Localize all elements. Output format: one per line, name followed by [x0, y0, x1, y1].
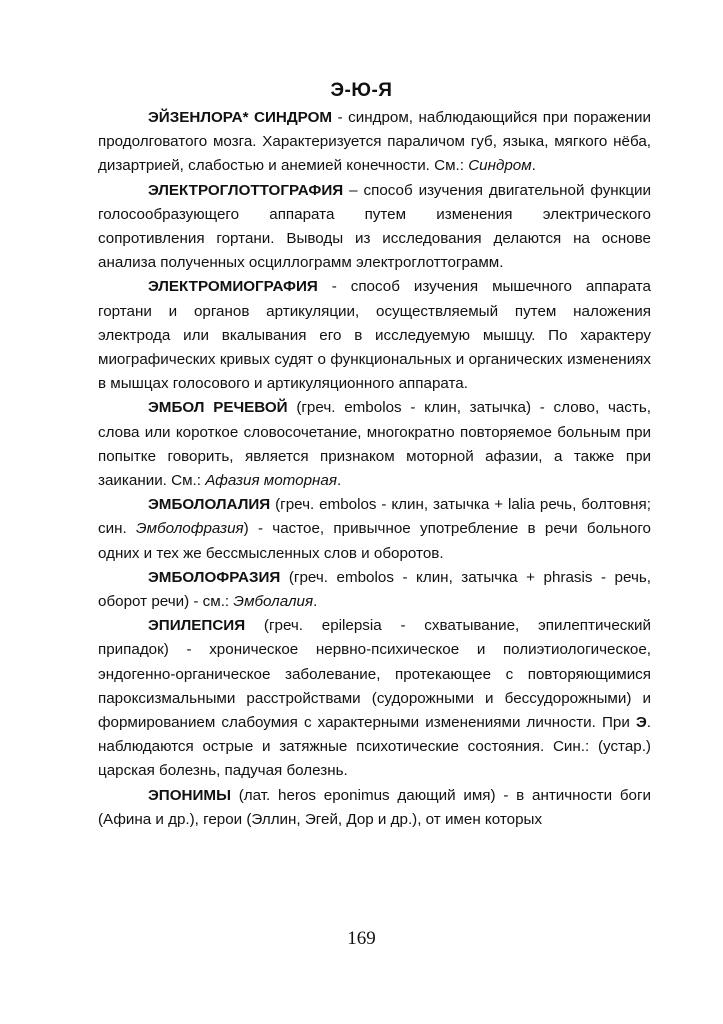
entry-cross-reference: Эмболофразия — [135, 520, 244, 538]
entry-text-end: . наблюдаются острые и затяжные психотические состояния. Син.: (устар.) царская болезнь, падучая болезнь. — [98, 714, 651, 780]
entry-cross-reference: Синдром — [468, 157, 532, 175]
entry-text-end: . — [313, 593, 318, 611]
entry-term: ЭЛЕКТРОМИОГРАФИЯ — [148, 278, 318, 296]
entry-text: (греч. embolos - клин, затычка + lalia речь, болтовня; син. — [98, 496, 651, 538]
dictionary-entries — [98, 106, 651, 832]
entry-term: ЭМБОЛОЛАЛИЯ — [148, 496, 271, 514]
entry-text: – способ изучения двигательной функции голосообразующего аппарата путем изменения электрического сопротивления гортани. Выводы из исследования делаются на основе анализа полученных осциллограмм электроглоттограмм. — [98, 181, 651, 272]
entry-text-end: . — [336, 472, 342, 490]
entry-embololalia — [98, 493, 651, 566]
entry-text: (греч. embolos - клин, затычка + phrasis - речь, оборот речи) - см.: — [98, 568, 651, 611]
entry-text: - синдром, наблюдающийся при поражении продолговатого мозга. Характеризуется параличом губ, языка, мягкого нёба, дизартрией, слабостью и анемией конечности. См.: — [98, 109, 651, 175]
entry-term: ЭПОНИМЫ — [148, 786, 231, 804]
entry-term: ЭЙЗЕНЛОРА* СИНДРОМ — [148, 109, 333, 126]
entry-text: (греч. epilepsia - схватывание, эпилептический припадок) - хроническое нервно-психическое и полиэтиологическое, эндогенно-органическое заболевание, протекающее с повторяющимися пароксизмальными расстройствами (судорожными и бессудорожными) и формированием слабоумия с характерными изменениями личности. При — [98, 617, 651, 732]
entry-term: ЭМБОЛОФРАЗИЯ — [148, 568, 281, 586]
entry-electromyography — [98, 275, 651, 396]
entry-speech-embolus — [98, 396, 651, 493]
entry-term: ЭПИЛЕПСИЯ — [148, 617, 246, 635]
entry-term: ЭМБОЛ РЕЧЕВОЙ — [148, 399, 288, 417]
page-number: 169 — [347, 928, 376, 949]
entry-eponyms — [98, 784, 651, 832]
entry-cross-reference: Эмболалия — [233, 593, 314, 611]
entry-cross-reference: Афазия моторная — [205, 472, 337, 490]
entry-electroglottography — [98, 179, 651, 276]
entry-eisenlohr-syndrome — [98, 106, 651, 179]
entry-abbreviation: Э — [635, 714, 647, 732]
entry-text: (лат. heros eponimus дающий имя) - в античности боги (Афина и др.), герои (Эллин, Эгей, Дор и др.), от имен которых — [98, 786, 651, 828]
entry-text-end: ) - частое, привычное употребление в речи больного одних и тех же бессмысленных слов и оборотов. — [98, 520, 652, 562]
entry-text: (греч. embolos - клин, затычка) - слово, часть, слова или короткое словосочетание, многократно повторяемое больным при попытке говорить, является признаком моторной афазии, а также при заикании. См.: — [98, 399, 651, 490]
section-heading: Э-Ю-Я — [330, 80, 393, 101]
entry-text-end: . — [531, 157, 536, 175]
entry-text: - способ изучения мышечного аппарата гортани и органов артикуляции, осуществляемый путем наложения электрода или вкалывания его в исследуемую мышцу. По характеру миографических кривых судят о функциональных и органических изменениях в мышцах голосового и артикуляционного аппарата. — [98, 278, 651, 393]
entry-epilepsy — [98, 614, 651, 783]
entry-term: ЭЛЕКТРОГЛОТТОГРАФИЯ — [148, 181, 344, 199]
entry-embolophrasia — [98, 566, 651, 614]
